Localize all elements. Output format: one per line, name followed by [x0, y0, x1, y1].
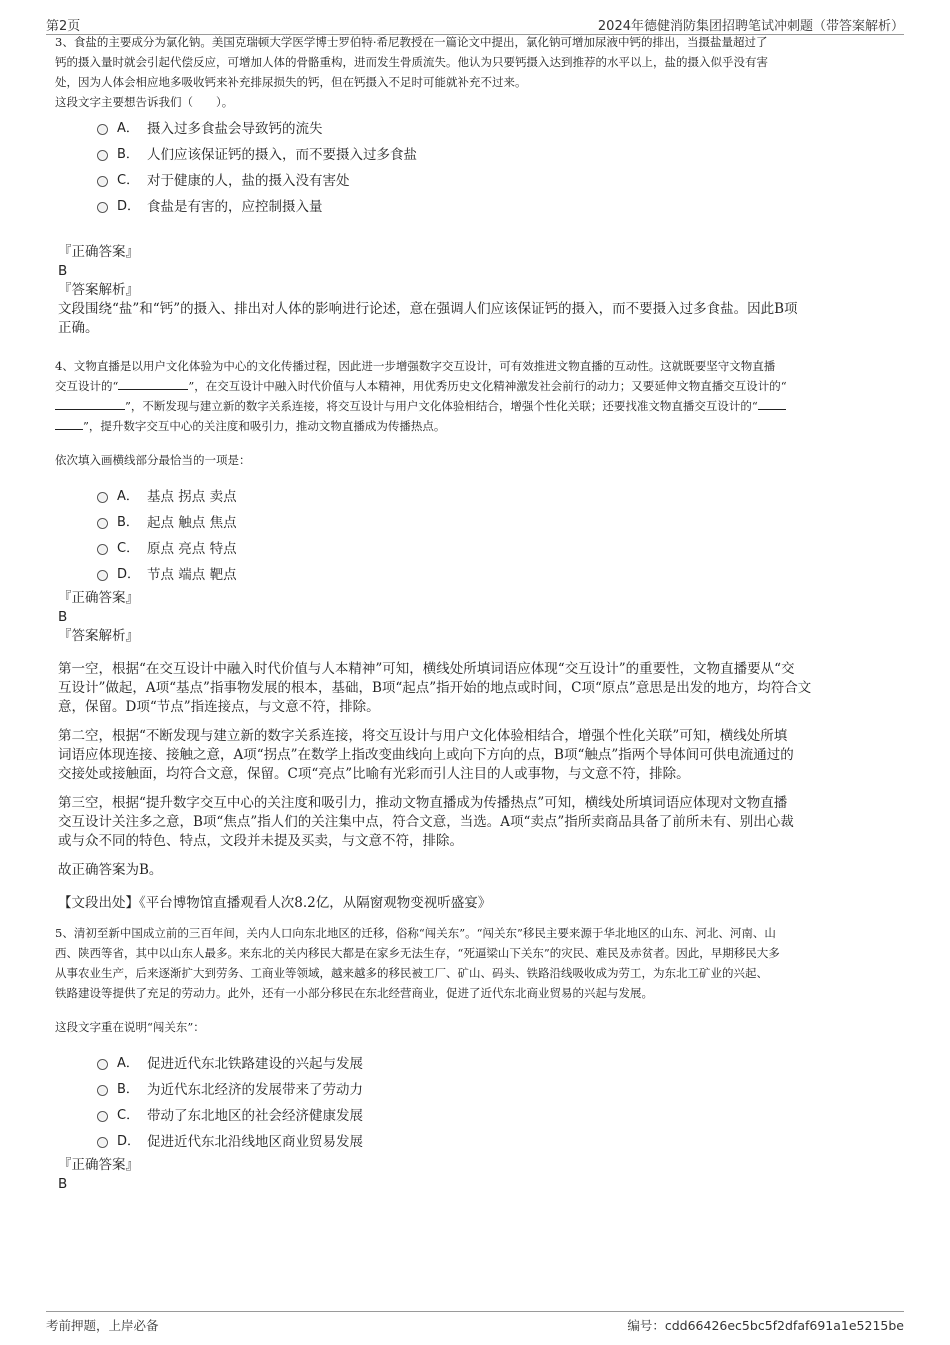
analysis-text: 正确。: [58, 320, 99, 336]
radio-icon[interactable]: [97, 124, 108, 135]
radio-icon[interactable]: [97, 518, 108, 529]
radio-icon[interactable]: [97, 202, 108, 213]
option-b[interactable]: B． 人们应该保证钙的摄入，而不要摄入过多食盐: [97, 142, 898, 168]
answer-value: B: [58, 263, 68, 279]
question-3: [55, 34, 898, 338]
option-b[interactable]: B． 为近代东北经济的发展带来了劳动力: [97, 1077, 898, 1103]
footer-slogan: 考前押题，上岸必备: [46, 1318, 159, 1333]
option-d[interactable]: D． 促进近代东北沿线地区商业贸易发展: [97, 1129, 898, 1155]
analysis-text: 意，保留。D项“节点”指连接点，与文意不符，排除。: [58, 699, 380, 715]
page-number: 第2页: [46, 19, 81, 34]
analysis-text: 交接处或接触面，均符合文意，保留。C项“亮点”比喻有光彩而引人注目的人或事物，与文意不符，排除。: [58, 766, 690, 782]
analysis-text: 第二空，根据“不断发现与建立新的数字关系连接，将交互设计与用户文化体验相结合，增强个性化关联”可知，横线处所填: [58, 728, 788, 744]
fill-blank-3-cont: [55, 417, 83, 430]
answer-value: B: [58, 609, 68, 625]
analysis-text: 第三空，根据“提升数字交互中心的关注度和吸引力，推动文物直播成为传播热点”可知，横线处所填词语应体现对文物直播: [58, 795, 788, 811]
question-4: [55, 356, 898, 913]
analysis-text: 交互设计关注多之意，B项“焦点”指人们的关注集中点，符合文意，当选。A项“卖点”指所卖商品具备了前所未有、别出心裁: [58, 814, 794, 830]
option-c[interactable]: C． 原点 亮点 特点: [97, 536, 898, 562]
question-text: ”，不断发现与建立新的数字关系连接，将交互设计与用户文化体验相结合，增强个性化关联；还要找准文物直播交互设计的“: [55, 396, 898, 416]
radio-icon[interactable]: [97, 176, 108, 187]
radio-icon[interactable]: [97, 1085, 108, 1096]
question-text: 3、食盐的主要成分为氯化钠。美国克瑞顿大学医学博士罗伯特·希尼教授在一篇论文中提出，氯化钠可增加尿液中钙的排出，当摄盐量超过了: [55, 35, 768, 49]
radio-icon[interactable]: [97, 150, 108, 161]
radio-icon[interactable]: [97, 1137, 108, 1148]
analysis-label: 『答案解析』: [58, 282, 139, 298]
answer-label: 『正确答案』: [58, 1157, 139, 1173]
question-text: ”，提升数字交互中心的关注度和吸引力，推动文物直播成为传播热点。: [55, 416, 898, 436]
option-d[interactable]: D． 节点 端点 靶点: [97, 562, 898, 588]
question-5: [55, 923, 898, 1193]
document-serial: 编号：cdd66426ec5bc5f2dfaf691a1e5215be: [627, 1318, 904, 1333]
answer-label: 『正确答案』: [58, 244, 139, 260]
analysis-text: 文段围绕“盐”和“钙”的摄入、排出对人体的影响进行论述，意在强调人们应该保证钙的摄入，而不要摄入过多食盐。因此B项: [58, 301, 798, 317]
answer-value: B: [58, 1176, 68, 1192]
question-prompt: 这段文字主要想告诉我们（ ）。: [55, 95, 234, 109]
analysis-label: 『答案解析』: [58, 628, 139, 644]
page-content: [55, 34, 898, 1304]
question-text: 5、清初至新中国成立前的三百年间，关内人口向东北地区的迁移，俗称“闯关东”。“闯关东”移民主要来源于华北地区的山东、河北、河南、山: [55, 926, 776, 940]
option-list: [55, 116, 898, 220]
analysis-text: 或与众不同的特色、特点，文段并未提及买卖，与文意不符，排除。: [58, 833, 463, 849]
question-text: 从事农业生产，后来逐渐扩大到劳务、工商业等领域，越来越多的移民被工厂、矿山、码头、铁路沿线吸收成为劳工，为东北工矿业的兴起、: [55, 966, 768, 980]
option-c[interactable]: C． 带动了东北地区的社会经济健康发展: [97, 1103, 898, 1129]
source-citation: 【文段出处】《平台博物馆直播观看人次8.2亿，从隔窗观物变视听盛宴》: [58, 895, 492, 911]
analysis-text: 第一空，根据“在交互设计中融入时代价值与人本精神”可知，横线处所填词语应体现“交互设计”的重要性，文物直播要从“交: [58, 661, 795, 677]
question-text: 交互设计的“ ”，在交互设计中融入时代价值与人本精神，用优秀历史文化精神激发社会前行的动力；又要延伸文物直播交互设计的“: [55, 379, 787, 393]
radio-icon[interactable]: [97, 1111, 108, 1122]
question-text: 4、文物直播是以用户文化体验为中心的文化传播过程，因此进一步增强数字交互设计，可有效推进文物直播的互动性。这就既要坚守文物直播: [55, 359, 776, 373]
question-text: 钙的摄入量时就会引起代偿反应，可增加人体的骨骼重构，进而发生骨质流失。他认为只要钙摄入达到推荐的水平以上，盐的摄入似乎没有害: [55, 55, 768, 69]
option-a[interactable]: A． 基点 拐点 卖点: [97, 484, 898, 510]
analysis-text: 互设计”做起，A项“基点”指事物发展的根本，基础，B项“起点”指开始的地点或时间，C项“原点”意思是出发的地方，均符合文: [58, 680, 812, 696]
option-c[interactable]: C． 对于健康的人，盐的摄入没有害处: [97, 168, 898, 194]
question-text: 处，因为人体会相应地多吸收钙来补充排尿损失的钙，但在钙摄入不足时可能就补充不过来。: [55, 75, 527, 89]
conclusion-text: 故正确答案为B。: [58, 862, 163, 878]
option-a[interactable]: A． 促进近代东北铁路建设的兴起与发展: [97, 1051, 898, 1077]
document-title: 2024年德健消防集团招聘笔试冲刺题（带答案解析）: [597, 19, 904, 34]
option-d[interactable]: D． 食盐是有害的，应控制摄入量: [97, 194, 898, 220]
option-b[interactable]: B． 起点 触点 焦点: [97, 510, 898, 536]
radio-icon[interactable]: [97, 544, 108, 555]
question-text: 西、陕西等省，其中以山东人最多。来东北的关内移民大都是在家乡无法生存，“死逼梁山下关东”的灾民、难民及赤贫者。因此，早期移民大多: [55, 946, 780, 960]
fill-blank-2: [55, 397, 125, 410]
question-prompt: 这段文字重在说明“闯关东”：: [55, 1020, 205, 1034]
answer-label: 『正确答案』: [58, 590, 139, 606]
analysis-text: 词语应体现连接、接触之意，A项“拐点”在数学上指改变曲线向上或向下方向的点，B项“触点”指两个导体间可供电流通过的: [58, 747, 794, 763]
radio-icon[interactable]: [97, 1059, 108, 1070]
page-footer: [46, 1311, 904, 1336]
radio-icon[interactable]: [97, 570, 108, 581]
fill-blank-1: [118, 377, 188, 390]
option-list: [55, 484, 898, 588]
fill-blank-3: [758, 397, 786, 410]
radio-icon[interactable]: [97, 492, 108, 503]
option-a[interactable]: A． 摄入过多食盐会导致钙的流失: [97, 116, 898, 142]
question-prompt: 依次填入画横线部分最恰当的一项是：: [55, 453, 251, 467]
question-text: 铁路建设等提供了充足的劳动力。此外，还有一小部分移民在东北经营商业，促进了近代东北商业贸易的兴起与发展。: [55, 986, 653, 1000]
option-list: [55, 1051, 898, 1155]
page-header: [46, 12, 904, 35]
